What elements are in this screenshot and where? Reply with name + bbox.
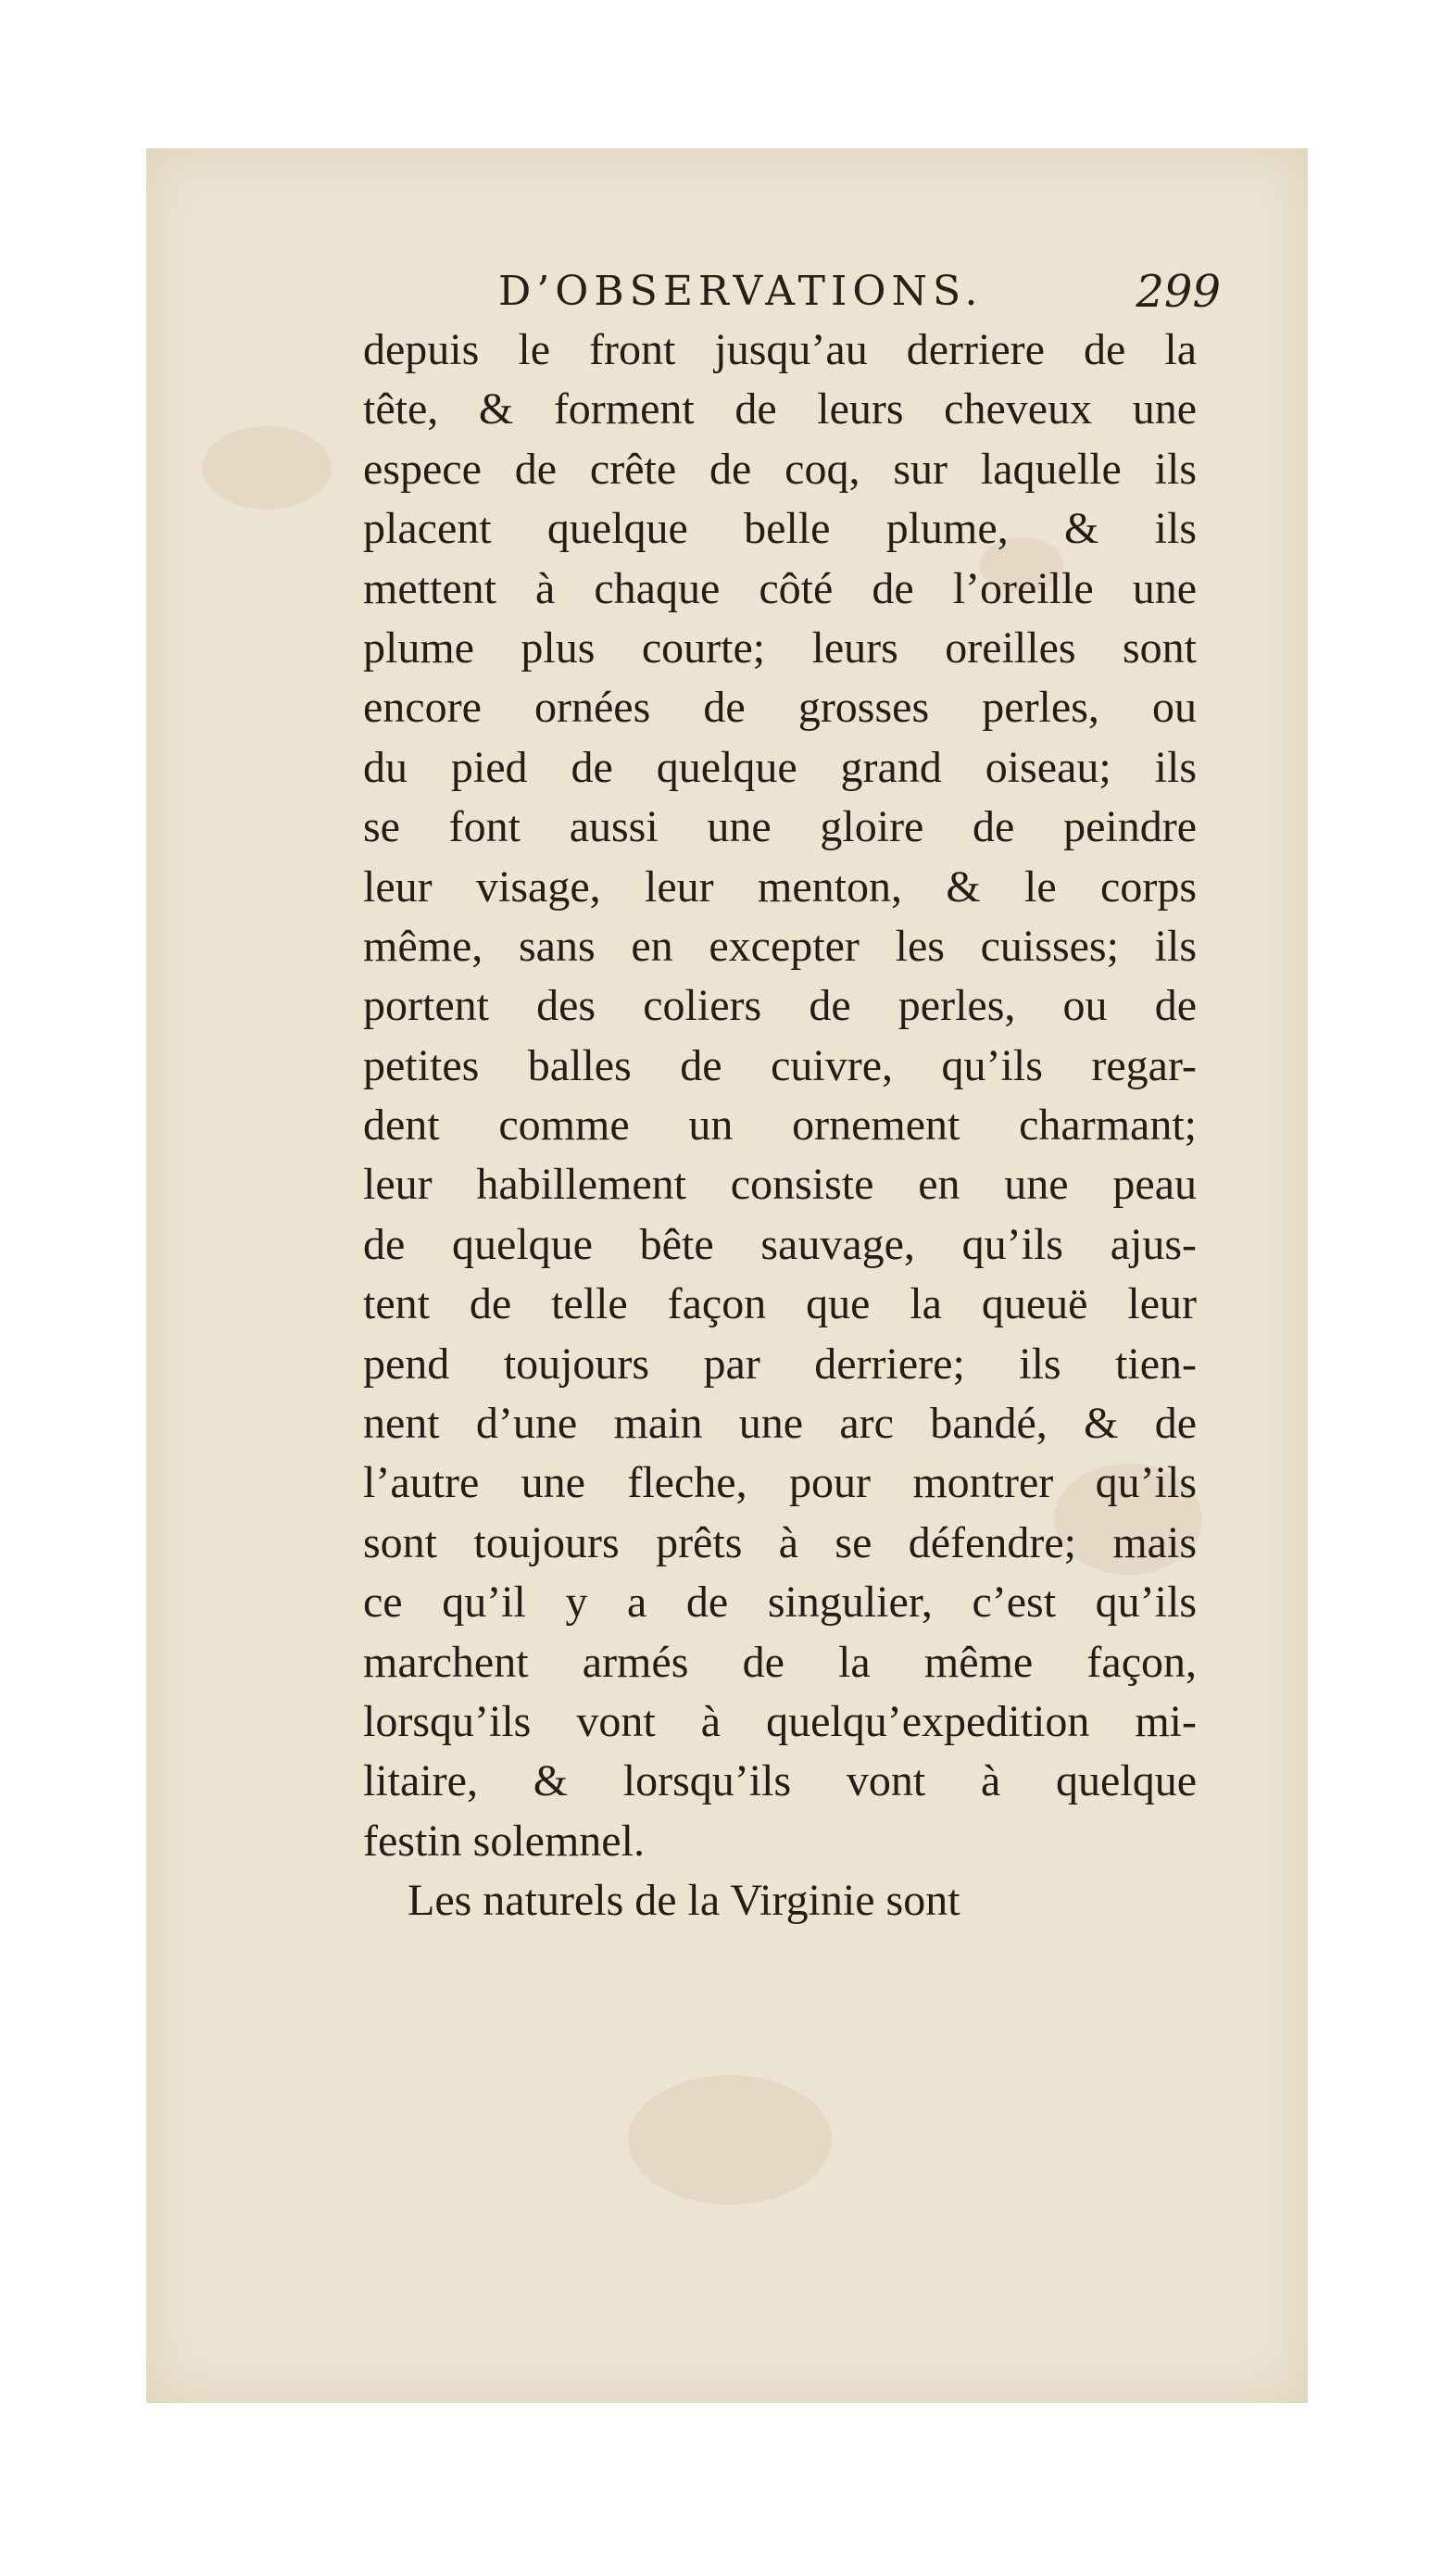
text-line: du pied de quelque grand oiseau; ils: [363, 742, 1197, 792]
text-line: plume plus courte; leurs oreilles sont: [363, 623, 1197, 673]
text-line: litaire, & lorsqu’ils vont à quelque: [363, 1756, 1197, 1806]
text-line: sont toujours prêts à se défendre; mais: [363, 1517, 1197, 1567]
text-line: dent comme un ornement charmant;: [363, 1100, 1197, 1151]
text-line: ce qu’il y a de singulier, c’est qu’ils: [363, 1578, 1197, 1628]
text-line: mettent à chaque côté de l’oreille une: [363, 563, 1197, 613]
text-line: placent quelque belle plume, & ils: [363, 504, 1197, 554]
page-number: 299: [1136, 266, 1221, 318]
text-line: se font aussi une gloire de peindre: [363, 802, 1197, 852]
text-line: marchent armés de la même façon,: [363, 1637, 1197, 1687]
page-header: [350, 259, 1221, 324]
text-line: leur habillement consiste en une peau: [363, 1160, 1197, 1210]
text-line: espece de crête de coq, sur laquelle ils: [363, 444, 1197, 494]
text-line: tent de telle façon que la queuë leur: [363, 1279, 1197, 1329]
running-head: D’OBSERVATIONS.: [498, 268, 984, 315]
text-line: pend toujours par derriere; ils tien-: [363, 1339, 1197, 1389]
text-line: encore ornées de grosses perles, ou: [363, 683, 1197, 733]
text-line: portent des coliers de perles, ou de: [363, 981, 1197, 1031]
text-line: l’autre une fleche, pour montrer qu’ils: [363, 1458, 1197, 1508]
book-page: [146, 148, 1308, 2403]
text-line: depuis le front jusqu’au derriere de la: [363, 325, 1197, 374]
text-line: petites balles de cuivre, qu’ils regar-: [363, 1040, 1197, 1090]
paragraph-start-line: Les naturels de la Virginie sont: [408, 1876, 960, 1926]
body-text: [363, 321, 1197, 1931]
text-line: lorsqu’ils vont à quelqu’expedition mi-: [363, 1696, 1197, 1746]
text-line: festin solemnel.: [363, 1816, 645, 1866]
text-line: tête, & forment de leurs cheveux une: [363, 384, 1197, 434]
text-line: même, sans en excepter les cuisses; ils: [363, 921, 1197, 971]
text-line: de quelque bête sauvage, qu’ils ajus-: [363, 1219, 1197, 1269]
text-line: leur visage, leur menton, & le corps: [363, 861, 1197, 912]
text-line: nent d’une main une arc bandé, & de: [363, 1399, 1197, 1449]
